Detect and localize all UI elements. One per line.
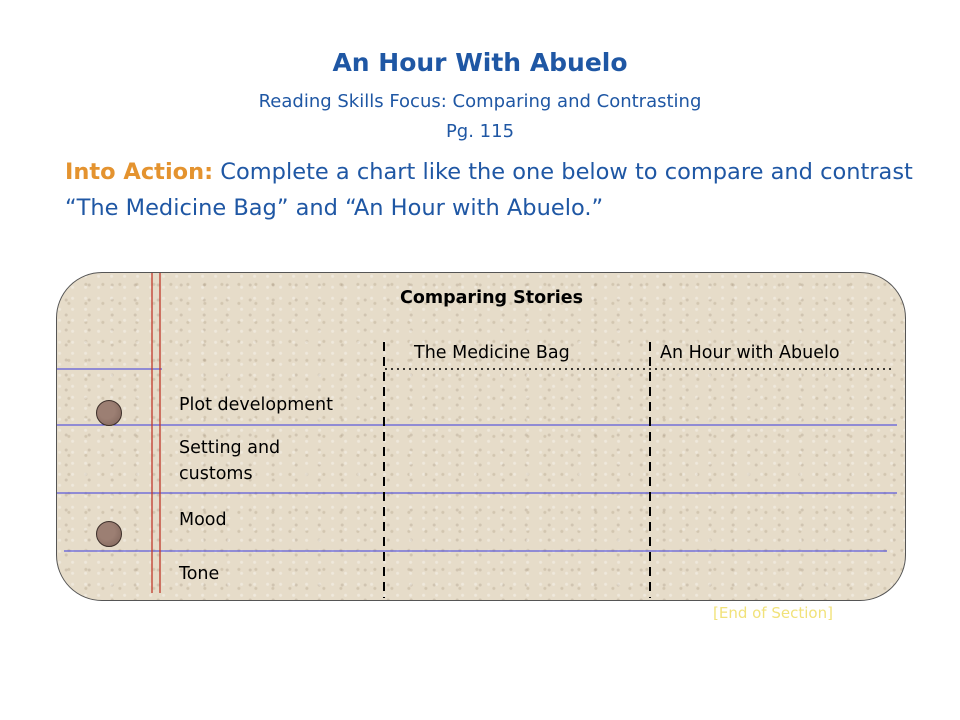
instructions-lead: Into Action: (65, 159, 214, 185)
page-title: An Hour With Abuelo (332, 48, 628, 77)
row-label-mood: Mood (179, 510, 227, 530)
binder-hole (96, 400, 122, 426)
column-header-hour-with-abuelo: An Hour with Abuelo (660, 343, 840, 363)
page-reference: Pg. 115 (445, 121, 515, 142)
column-header-medicine-bag: The Medicine Bag (414, 343, 570, 363)
end-of-section-link[interactable]: [End of Section] (713, 604, 833, 622)
page-subtitle: Reading Skills Focus: Comparing and Contrasting (258, 91, 702, 112)
row-label-setting-and-customs: Setting and customs (179, 438, 281, 484)
row-label-plot-development: Plot development (179, 395, 333, 415)
binder-hole (96, 521, 122, 547)
instructions-body: Complete a chart like the one below to compare and contrast “The Medicine Bag” and “An Hour with Abuelo.” (65, 159, 913, 221)
row-label-tone: Tone (179, 564, 220, 584)
chart-title: Comparing Stories (400, 288, 584, 308)
